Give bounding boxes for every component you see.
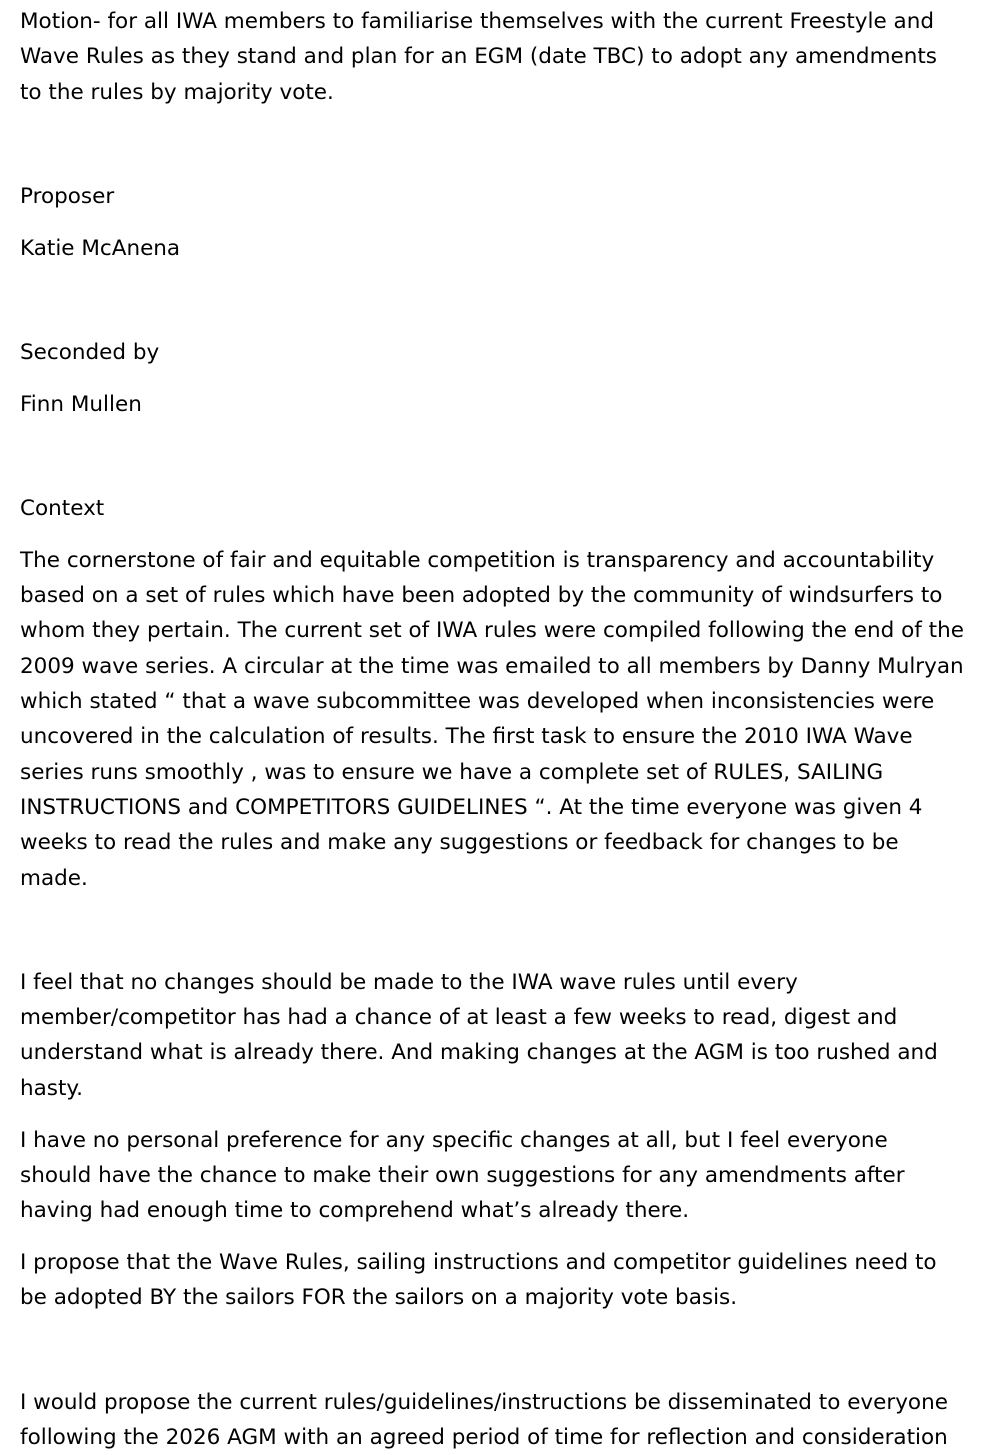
context-paragraph: The cornerstone of fair and equitable competition is transparency and accountability based on a set of rules which have been adopted by the community of windsurfers to whom they pertain. The current set of IWA rules were compiled following the end of the 2009 wave series. A circular at the time was emailed to all members by Danny Mulryan which stated “ that a wave subcommittee was developed when inconsistencies were uncovered in the calculation of results. The first task to ensure the 2010 IWA Wave series runs smoothly , was to ensure we have a complete set of RULES, SAILING INSTRUCTIONS and COMPETITORS GUIDELINES “. At the time everyone was given 4 weeks to read the rules and make any suggestions or feedback for changes to be made. (20, 547, 964, 891)
spacer (20, 266, 964, 335)
spacer (20, 896, 964, 965)
motion-paragraph: Motion- for all IWA members to familiarise themselves with the current Freestyle and Wave Rules as they stand and plan for an EGM (date TBC) to adopt any amendments to the rules by majority vote. (20, 9, 938, 105)
disseminate-paragraph: I would propose the current rules/guidelines/instructions be disseminated to everyone following the 2026 AGM with an agreed period of time for reflection and consideration (20, 1389, 948, 1450)
context-heading: Context (20, 496, 105, 522)
spacer (20, 214, 964, 231)
spacer (20, 110, 964, 179)
spacer (20, 526, 964, 543)
spacer (20, 1106, 964, 1123)
spacer (20, 370, 964, 387)
no-changes-paragraph: I feel that no changes should be made to the IWA wave rules until every member/competitor has had a chance of at least a few weeks to read, digest and understand what is already there. And making changes at the AGM is too rushed and hasty. (20, 969, 938, 1101)
spacer (20, 1316, 964, 1385)
seconder-label: Seconded by (20, 339, 160, 365)
seconder-name: Finn Mullen (20, 391, 142, 417)
no-preference-paragraph: I have no personal preference for any specific changes at all, but I feel everyone should have the chance to make their own suggestions for any amendments after having had enough time to comprehend what’s already there. (20, 1127, 905, 1224)
proposer-label: Proposer (20, 183, 115, 209)
propose-adopt-paragraph: I propose that the Wave Rules, sailing instructions and competitor guidelines need to be adopted BY the sailors FOR the sailors on a majority vote basis. (20, 1249, 937, 1311)
proposer-name: Katie McAnena (20, 235, 181, 261)
spacer (20, 422, 964, 491)
spacer (20, 1228, 964, 1245)
